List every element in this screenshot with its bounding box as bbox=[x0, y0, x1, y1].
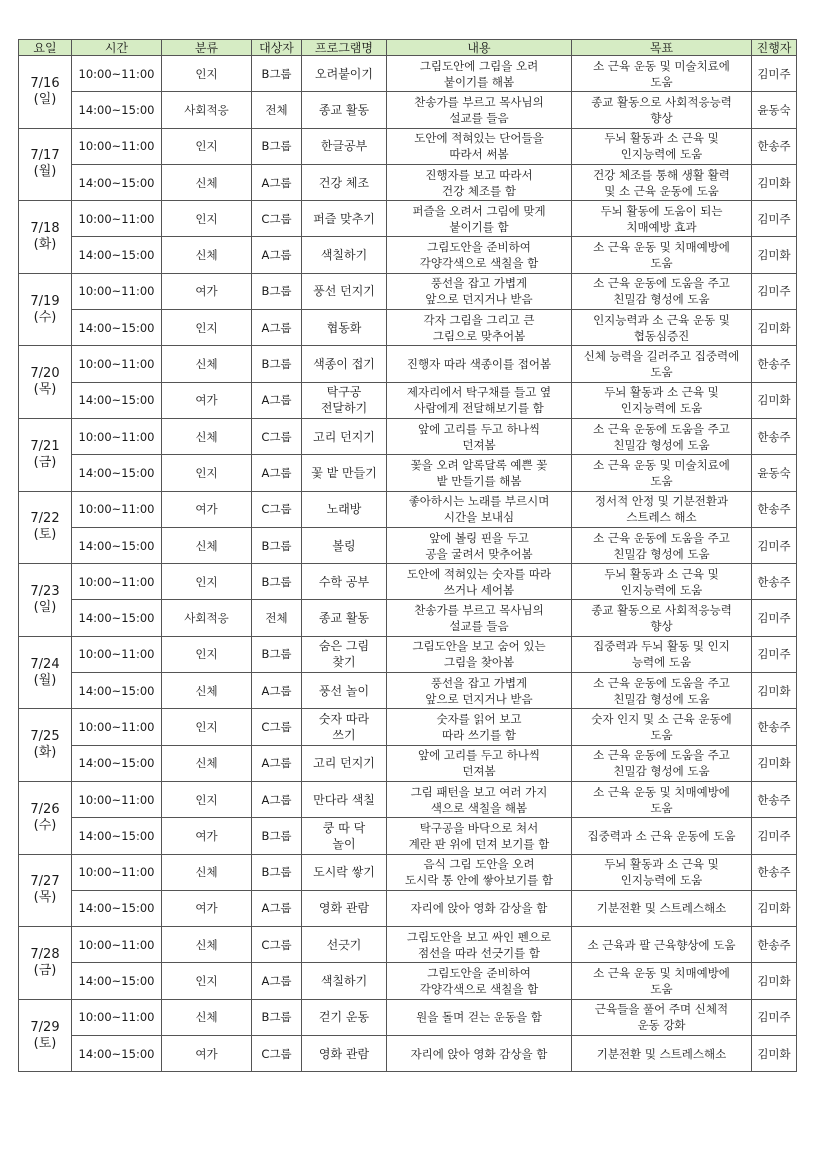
day-cell bbox=[19, 56, 72, 129]
day-weekday: (월) bbox=[33, 672, 57, 688]
program-cell: 협동화 bbox=[302, 310, 387, 346]
time-cell: 10:00~11:00 bbox=[72, 854, 162, 890]
program-cell: 탁구공 전달하기 bbox=[302, 382, 387, 418]
day-cell bbox=[19, 128, 72, 201]
time-cell: 14:00~15:00 bbox=[72, 92, 162, 128]
target-cell: B그룹 bbox=[252, 56, 302, 92]
leader-cell: 김미주 bbox=[752, 999, 797, 1035]
time-cell: 10:00~11:00 bbox=[72, 491, 162, 527]
leader-cell: 김미화 bbox=[752, 382, 797, 418]
day-date: 7/21 bbox=[30, 438, 60, 454]
content-cell: 자리에 앉아 영화 감상을 함 bbox=[387, 890, 572, 926]
leader-cell: 김미주 bbox=[752, 273, 797, 309]
time-cell: 10:00~11:00 bbox=[72, 999, 162, 1035]
goal-cell: 근육들을 풀어 주며 신체적 운동 강화 bbox=[572, 999, 752, 1035]
leader-cell: 김미주 bbox=[752, 56, 797, 92]
day-date: 7/20 bbox=[30, 366, 60, 382]
table-row bbox=[19, 963, 797, 999]
time-cell: 14:00~15:00 bbox=[72, 745, 162, 781]
day-cell bbox=[19, 346, 72, 419]
leader-cell: 윤동숙 bbox=[752, 92, 797, 128]
category-cell: 인지 bbox=[162, 128, 252, 164]
leader-cell: 김미화 bbox=[752, 890, 797, 926]
day-weekday: (화) bbox=[33, 236, 57, 252]
leader-cell: 김미화 bbox=[752, 673, 797, 709]
time-cell: 10:00~11:00 bbox=[72, 273, 162, 309]
day-weekday: (수) bbox=[33, 817, 57, 833]
table-row bbox=[19, 128, 797, 164]
program-cell: 숫자 따라 쓰기 bbox=[302, 709, 387, 745]
content-cell: 원을 돌며 걷는 운동을 함 bbox=[387, 999, 572, 1035]
category-cell: 인지 bbox=[162, 636, 252, 672]
goal-cell: 소 근육 운동에 도움을 주고 친밀감 형성에 도움 bbox=[572, 527, 752, 563]
day-cell bbox=[19, 999, 72, 1072]
content-cell: 도안에 적혀있는 숫자를 따라 쓰거나 세어봄 bbox=[387, 564, 572, 600]
goal-cell: 소 근육 운동 및 치매예방에 도움 bbox=[572, 781, 752, 817]
category-cell: 신체 bbox=[162, 237, 252, 273]
program-cell: 숨은 그림 찾기 bbox=[302, 636, 387, 672]
goal-cell: 소 근육 운동 및 치매예방에 도움 bbox=[572, 963, 752, 999]
leader-cell: 김미화 bbox=[752, 963, 797, 999]
day-weekday: (일) bbox=[33, 599, 57, 615]
table-row bbox=[19, 382, 797, 418]
content-cell: 찬송가를 부르고 목사님의 설교를 들음 bbox=[387, 600, 572, 636]
time-cell: 10:00~11:00 bbox=[72, 709, 162, 745]
content-cell: 제자리에서 탁구채를 들고 옆 사람에게 전달해보기를 함 bbox=[387, 382, 572, 418]
time-cell: 10:00~11:00 bbox=[72, 201, 162, 237]
time-cell: 14:00~15:00 bbox=[72, 818, 162, 854]
day-weekday: (금) bbox=[33, 962, 57, 978]
day-cell bbox=[19, 418, 72, 491]
day-cell bbox=[19, 781, 72, 854]
content-cell: 좋아하시는 노래를 부르시며 시간을 보내심 bbox=[387, 491, 572, 527]
day-date: 7/28 bbox=[30, 946, 60, 962]
target-cell: B그룹 bbox=[252, 636, 302, 672]
category-cell: 신체 bbox=[162, 927, 252, 963]
day-cell bbox=[19, 491, 72, 564]
table-row bbox=[19, 999, 797, 1035]
content-cell: 각자 그림을 그리고 큰 그림으로 맞추어봄 bbox=[387, 310, 572, 346]
program-cell: 풍선 던지기 bbox=[302, 273, 387, 309]
content-cell: 진행자 따라 색종이를 접어봄 bbox=[387, 346, 572, 382]
content-cell: 진행자를 보고 따라서 건강 체조를 함 bbox=[387, 164, 572, 200]
table-row bbox=[19, 310, 797, 346]
time-cell: 14:00~15:00 bbox=[72, 600, 162, 636]
table-row bbox=[19, 273, 797, 309]
goal-cell: 종교 활동으로 사회적응능력 향상 bbox=[572, 92, 752, 128]
time-cell: 10:00~11:00 bbox=[72, 418, 162, 454]
day-date: 7/18 bbox=[30, 220, 60, 236]
category-cell: 신체 bbox=[162, 999, 252, 1035]
table-row bbox=[19, 527, 797, 563]
leader-cell: 김미주 bbox=[752, 636, 797, 672]
table-row bbox=[19, 709, 797, 745]
target-cell: C그룹 bbox=[252, 1036, 302, 1072]
target-cell: C그룹 bbox=[252, 418, 302, 454]
time-cell: 10:00~11:00 bbox=[72, 781, 162, 817]
goal-cell: 기분전환 및 스트레스해소 bbox=[572, 890, 752, 926]
target-cell: 전체 bbox=[252, 600, 302, 636]
table-row bbox=[19, 927, 797, 963]
goal-cell: 소 근육 운동에 도움을 주고 친밀감 형성에 도움 bbox=[572, 273, 752, 309]
day-date: 7/16 bbox=[30, 75, 60, 91]
day-weekday: (월) bbox=[33, 164, 57, 180]
leader-cell: 김미화 bbox=[752, 745, 797, 781]
leader-cell: 김미화 bbox=[752, 164, 797, 200]
leader-cell: 한송주 bbox=[752, 346, 797, 382]
leader-cell: 김미주 bbox=[752, 818, 797, 854]
day-cell bbox=[19, 709, 72, 782]
time-cell: 14:00~15:00 bbox=[72, 890, 162, 926]
content-cell: 앞에 고리를 두고 하나씩 던져봄 bbox=[387, 745, 572, 781]
goal-cell: 두뇌 활동과 소 근육 및 인지능력에 도움 bbox=[572, 854, 752, 890]
table-row bbox=[19, 890, 797, 926]
goal-cell: 기분전환 및 스트레스해소 bbox=[572, 1036, 752, 1072]
target-cell: C그룹 bbox=[252, 927, 302, 963]
goal-cell: 소 근육 운동에 도움을 주고 친밀감 형성에 도움 bbox=[572, 673, 752, 709]
table-row bbox=[19, 455, 797, 491]
day-date: 7/26 bbox=[30, 801, 60, 817]
goal-cell: 소 근육 운동에 도움을 주고 친밀감 형성에 도움 bbox=[572, 745, 752, 781]
time-cell: 14:00~15:00 bbox=[72, 673, 162, 709]
time-cell: 10:00~11:00 bbox=[72, 346, 162, 382]
leader-cell: 한송주 bbox=[752, 128, 797, 164]
goal-cell: 집중력과 소 근육 운동에 도움 bbox=[572, 818, 752, 854]
header-category: 분류 bbox=[162, 40, 252, 56]
program-cell: 고리 던지기 bbox=[302, 745, 387, 781]
time-cell: 14:00~15:00 bbox=[72, 527, 162, 563]
target-cell: B그룹 bbox=[252, 854, 302, 890]
time-cell: 14:00~15:00 bbox=[72, 382, 162, 418]
program-cell: 종교 활동 bbox=[302, 92, 387, 128]
content-cell: 꽃을 오려 알록달록 예쁜 꽃 밭 만들기를 해봄 bbox=[387, 455, 572, 491]
program-cell: 풍선 놀이 bbox=[302, 673, 387, 709]
category-cell: 인지 bbox=[162, 963, 252, 999]
target-cell: C그룹 bbox=[252, 201, 302, 237]
header-row bbox=[19, 40, 797, 56]
header-content: 내용 bbox=[387, 40, 572, 56]
table-row bbox=[19, 600, 797, 636]
time-cell: 10:00~11:00 bbox=[72, 927, 162, 963]
table-row bbox=[19, 56, 797, 92]
target-cell: A그룹 bbox=[252, 310, 302, 346]
day-date: 7/29 bbox=[30, 1019, 60, 1035]
day-weekday: (화) bbox=[33, 745, 57, 761]
target-cell: A그룹 bbox=[252, 382, 302, 418]
content-cell: 그림도안에 그림을 오려 붙이기를 해봄 bbox=[387, 56, 572, 92]
leader-cell: 윤동숙 bbox=[752, 455, 797, 491]
category-cell: 여가 bbox=[162, 818, 252, 854]
leader-cell: 김미주 bbox=[752, 527, 797, 563]
target-cell: B그룹 bbox=[252, 999, 302, 1035]
table-row bbox=[19, 418, 797, 454]
program-cell: 색종이 접기 bbox=[302, 346, 387, 382]
time-cell: 10:00~11:00 bbox=[72, 636, 162, 672]
target-cell: A그룹 bbox=[252, 745, 302, 781]
target-cell: B그룹 bbox=[252, 273, 302, 309]
content-cell: 그림도안을 준비하여 각양각색으로 색칠을 함 bbox=[387, 963, 572, 999]
day-date: 7/19 bbox=[30, 293, 60, 309]
program-cell: 건강 체조 bbox=[302, 164, 387, 200]
category-cell: 인지 bbox=[162, 201, 252, 237]
goal-cell: 두뇌 활동과 소 근육 및 인지능력에 도움 bbox=[572, 128, 752, 164]
day-weekday: (금) bbox=[33, 454, 57, 470]
header-weekday: 요일 bbox=[19, 40, 72, 56]
content-cell: 앞에 볼링 핀을 두고 공을 굴려서 맞추어봄 bbox=[387, 527, 572, 563]
goal-cell: 숫자 인지 및 소 근육 운동에 도움 bbox=[572, 709, 752, 745]
table-row bbox=[19, 745, 797, 781]
content-cell: 풍선을 잡고 가볍게 앞으로 던지거나 받음 bbox=[387, 273, 572, 309]
content-cell: 탁구공을 바닥으로 쳐서 계란 판 위에 던져 보기를 함 bbox=[387, 818, 572, 854]
day-cell bbox=[19, 273, 72, 346]
header-program: 프로그램명 bbox=[302, 40, 387, 56]
time-cell: 10:00~11:00 bbox=[72, 128, 162, 164]
table-row bbox=[19, 818, 797, 854]
program-cell: 고리 던지기 bbox=[302, 418, 387, 454]
target-cell: C그룹 bbox=[252, 709, 302, 745]
day-weekday: (목) bbox=[33, 382, 57, 398]
content-cell: 그림도안을 보고 싸인 펜으로 점선을 따라 선긋기를 함 bbox=[387, 927, 572, 963]
category-cell: 인지 bbox=[162, 709, 252, 745]
content-cell: 음식 그림 도안을 오려 도시락 통 안에 쌓아보기를 함 bbox=[387, 854, 572, 890]
table-row bbox=[19, 1036, 797, 1072]
goal-cell: 소 근육 운동 및 치매예방에 도움 bbox=[572, 237, 752, 273]
content-cell: 풍선을 잡고 가볍게 앞으로 던지거나 받음 bbox=[387, 673, 572, 709]
program-cell: 볼링 bbox=[302, 527, 387, 563]
category-cell: 신체 bbox=[162, 418, 252, 454]
program-cell: 색칠하기 bbox=[302, 963, 387, 999]
program-cell: 꽃 밭 만들기 bbox=[302, 455, 387, 491]
day-cell bbox=[19, 854, 72, 927]
content-cell: 자리에 앉아 영화 감상을 함 bbox=[387, 1036, 572, 1072]
leader-cell: 한송주 bbox=[752, 854, 797, 890]
schedule-table bbox=[18, 39, 797, 1072]
target-cell: A그룹 bbox=[252, 237, 302, 273]
category-cell: 사회적응 bbox=[162, 600, 252, 636]
category-cell: 사회적응 bbox=[162, 92, 252, 128]
goal-cell: 집중력과 두뇌 활동 및 인지 능력에 도움 bbox=[572, 636, 752, 672]
program-cell: 영화 관람 bbox=[302, 890, 387, 926]
category-cell: 인지 bbox=[162, 564, 252, 600]
target-cell: 전체 bbox=[252, 92, 302, 128]
category-cell: 신체 bbox=[162, 673, 252, 709]
category-cell: 여가 bbox=[162, 491, 252, 527]
day-date: 7/22 bbox=[30, 511, 60, 527]
leader-cell: 김미주 bbox=[752, 201, 797, 237]
leader-cell: 김미화 bbox=[752, 310, 797, 346]
leader-cell: 한송주 bbox=[752, 564, 797, 600]
category-cell: 인지 bbox=[162, 56, 252, 92]
goal-cell: 인지능력과 소 근육 운동 및 협동심증진 bbox=[572, 310, 752, 346]
category-cell: 여가 bbox=[162, 273, 252, 309]
goal-cell: 두뇌 활동과 소 근육 및 인지능력에 도움 bbox=[572, 382, 752, 418]
day-date: 7/24 bbox=[30, 656, 60, 672]
table-row bbox=[19, 636, 797, 672]
content-cell: 그림 패턴을 보고 여러 가지 색으로 색칠을 해봄 bbox=[387, 781, 572, 817]
goal-cell: 소 근육 운동 및 미술치료에 도움 bbox=[572, 56, 752, 92]
goal-cell: 두뇌 활동에 도움이 되는 치매예방 효과 bbox=[572, 201, 752, 237]
time-cell: 14:00~15:00 bbox=[72, 237, 162, 273]
day-cell bbox=[19, 636, 72, 709]
program-cell: 쿵 따 닥 놀이 bbox=[302, 818, 387, 854]
day-cell bbox=[19, 564, 72, 637]
day-cell bbox=[19, 927, 72, 1000]
goal-cell: 건강 체조를 통해 생활 활력 및 소 근육 운동에 도움 bbox=[572, 164, 752, 200]
target-cell: A그룹 bbox=[252, 164, 302, 200]
program-cell: 만다라 색칠 bbox=[302, 781, 387, 817]
day-date: 7/25 bbox=[30, 729, 60, 745]
category-cell: 인지 bbox=[162, 781, 252, 817]
time-cell: 14:00~15:00 bbox=[72, 1036, 162, 1072]
target-cell: A그룹 bbox=[252, 455, 302, 491]
table-row bbox=[19, 854, 797, 890]
category-cell: 신체 bbox=[162, 164, 252, 200]
content-cell: 퍼즐을 오려서 그림에 맞게 붙이기를 함 bbox=[387, 201, 572, 237]
table-row bbox=[19, 346, 797, 382]
table-row bbox=[19, 237, 797, 273]
content-cell: 도안에 적혀있는 단어들을 따라서 써봄 bbox=[387, 128, 572, 164]
target-cell: A그룹 bbox=[252, 781, 302, 817]
day-date: 7/27 bbox=[30, 874, 60, 890]
table-row bbox=[19, 564, 797, 600]
table-row bbox=[19, 673, 797, 709]
goal-cell: 종교 활동으로 사회적응능력 향상 bbox=[572, 600, 752, 636]
category-cell: 인지 bbox=[162, 455, 252, 491]
time-cell: 14:00~15:00 bbox=[72, 963, 162, 999]
target-cell: A그룹 bbox=[252, 963, 302, 999]
program-cell: 걷기 운동 bbox=[302, 999, 387, 1035]
content-cell: 찬송가를 부르고 목사님의 설교를 들음 bbox=[387, 92, 572, 128]
leader-cell: 김미화 bbox=[752, 237, 797, 273]
table-row bbox=[19, 92, 797, 128]
category-cell: 여가 bbox=[162, 1036, 252, 1072]
goal-cell: 소 근육 운동 및 미술치료에 도움 bbox=[572, 455, 752, 491]
category-cell: 신체 bbox=[162, 854, 252, 890]
goal-cell: 소 근육 운동에 도움을 주고 친밀감 형성에 도움 bbox=[572, 418, 752, 454]
target-cell: A그룹 bbox=[252, 673, 302, 709]
leader-cell: 한송주 bbox=[752, 491, 797, 527]
header-target: 대상자 bbox=[252, 40, 302, 56]
program-cell: 도시락 쌓기 bbox=[302, 854, 387, 890]
time-cell: 14:00~15:00 bbox=[72, 455, 162, 491]
target-cell: B그룹 bbox=[252, 818, 302, 854]
leader-cell: 한송주 bbox=[752, 418, 797, 454]
header-time: 시간 bbox=[72, 40, 162, 56]
day-date: 7/23 bbox=[30, 583, 60, 599]
day-weekday: (목) bbox=[33, 890, 57, 906]
content-cell: 앞에 고리를 두고 하나씩 던져봄 bbox=[387, 418, 572, 454]
program-cell: 종교 활동 bbox=[302, 600, 387, 636]
program-cell: 수학 공부 bbox=[302, 564, 387, 600]
day-weekday: (수) bbox=[33, 309, 57, 325]
day-weekday: (일) bbox=[33, 91, 57, 107]
category-cell: 여가 bbox=[162, 890, 252, 926]
target-cell: C그룹 bbox=[252, 491, 302, 527]
goal-cell: 정서적 안정 및 기분전환과 스트레스 해소 bbox=[572, 491, 752, 527]
category-cell: 인지 bbox=[162, 310, 252, 346]
leader-cell: 한송주 bbox=[752, 781, 797, 817]
goal-cell: 신체 능력을 길러주고 집중력에 도움 bbox=[572, 346, 752, 382]
leader-cell: 김미주 bbox=[752, 600, 797, 636]
program-cell: 노래방 bbox=[302, 491, 387, 527]
header-goal: 목표 bbox=[572, 40, 752, 56]
target-cell: B그룹 bbox=[252, 527, 302, 563]
target-cell: B그룹 bbox=[252, 128, 302, 164]
day-cell bbox=[19, 201, 72, 274]
day-date: 7/17 bbox=[30, 148, 60, 164]
program-cell: 오려붙이기 bbox=[302, 56, 387, 92]
program-cell: 영화 관람 bbox=[302, 1036, 387, 1072]
target-cell: B그룹 bbox=[252, 564, 302, 600]
time-cell: 10:00~11:00 bbox=[72, 56, 162, 92]
table-row bbox=[19, 781, 797, 817]
program-cell: 한글공부 bbox=[302, 128, 387, 164]
table-row bbox=[19, 201, 797, 237]
program-cell: 퍼즐 맞추기 bbox=[302, 201, 387, 237]
table-row bbox=[19, 491, 797, 527]
program-cell: 색칠하기 bbox=[302, 237, 387, 273]
time-cell: 14:00~15:00 bbox=[72, 164, 162, 200]
content-cell: 숫자를 읽어 보고 따라 쓰기를 함 bbox=[387, 709, 572, 745]
header-leader: 진행자 bbox=[752, 40, 797, 56]
leader-cell: 한송주 bbox=[752, 927, 797, 963]
table-row bbox=[19, 164, 797, 200]
goal-cell: 소 근육과 팔 근육향상에 도움 bbox=[572, 927, 752, 963]
leader-cell: 김미화 bbox=[752, 1036, 797, 1072]
leader-cell: 한송주 bbox=[752, 709, 797, 745]
category-cell: 신체 bbox=[162, 745, 252, 781]
time-cell: 14:00~15:00 bbox=[72, 310, 162, 346]
category-cell: 여가 bbox=[162, 382, 252, 418]
day-weekday: (토) bbox=[33, 1035, 57, 1051]
category-cell: 신체 bbox=[162, 346, 252, 382]
content-cell: 그림도안을 보고 숨어 있는 그림을 찾아봄 bbox=[387, 636, 572, 672]
target-cell: A그룹 bbox=[252, 890, 302, 926]
category-cell: 신체 bbox=[162, 527, 252, 563]
content-cell: 그림도안을 준비하여 각양각색으로 색칠을 함 bbox=[387, 237, 572, 273]
goal-cell: 두뇌 활동과 소 근육 및 인지능력에 도움 bbox=[572, 564, 752, 600]
time-cell: 10:00~11:00 bbox=[72, 564, 162, 600]
program-cell: 선긋기 bbox=[302, 927, 387, 963]
day-weekday: (토) bbox=[33, 527, 57, 543]
target-cell: B그룹 bbox=[252, 346, 302, 382]
